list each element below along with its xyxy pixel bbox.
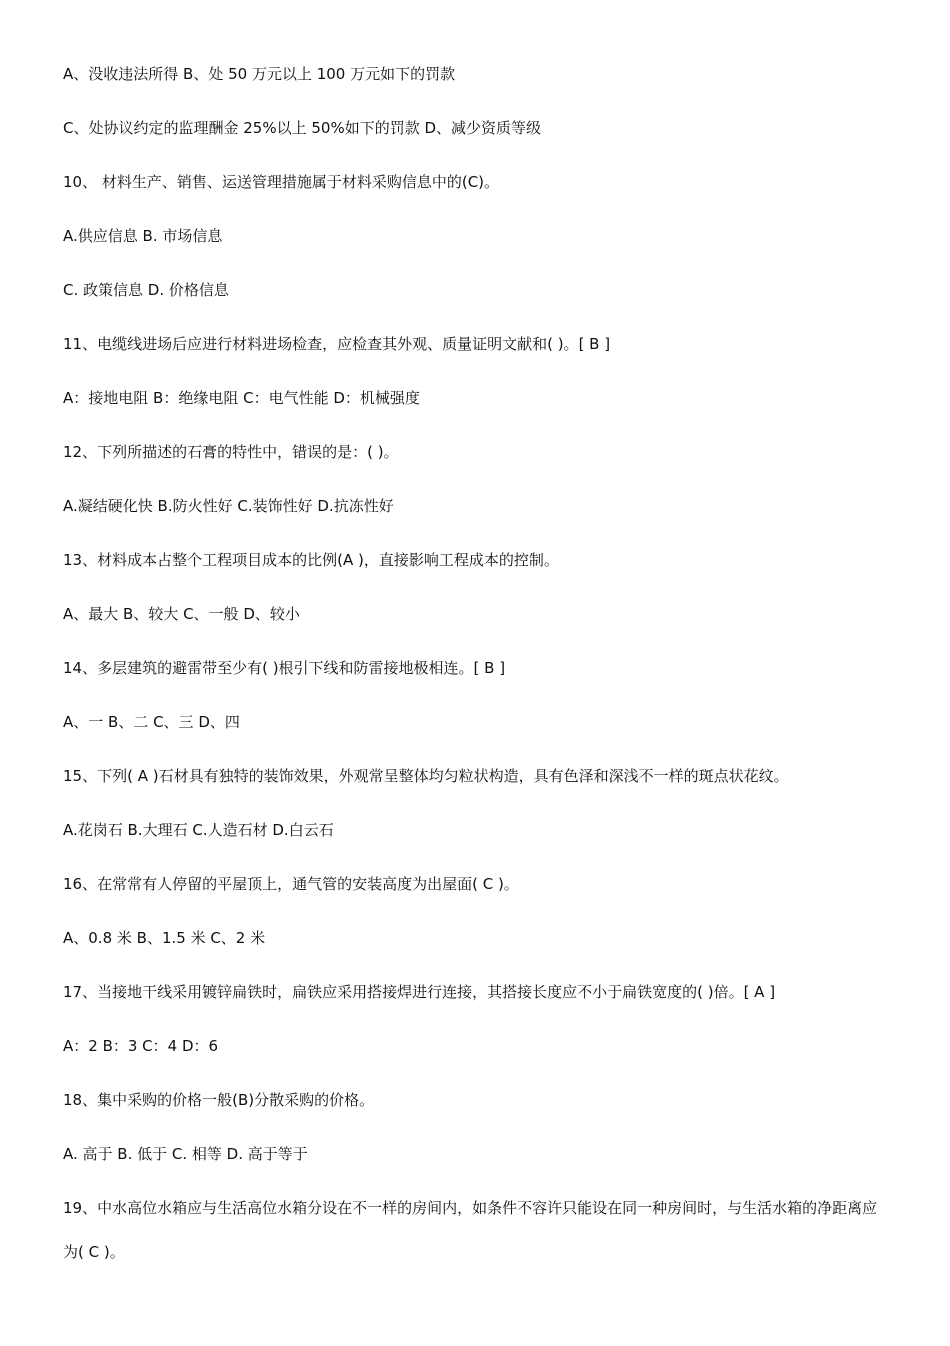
option-line-q10-ab: A.供应信息 B. 市场信息 xyxy=(63,227,223,245)
question-14: 14、多层建筑的避雷带至少有( )根引下线和防雷接地极相连。[ B ] xyxy=(63,659,506,677)
question-13: 13、材料成本占整个工程项目成本的比例(A )，直接影响工程成本的控制。 xyxy=(63,551,559,569)
option-line-q12: A.凝结硬化快 B.防火性好 C.装饰性好 D.抗冻性好 xyxy=(63,497,394,515)
option-line-q17: A：2 B：3 C：4 D：6 xyxy=(63,1037,219,1055)
question-15: 15、下列( A )石材具有独特的装饰效果，外观常呈整体均匀粒状构造，具有色泽和深浅不一样的斑点状花纹。 xyxy=(63,767,789,785)
question-10: 10、 材料生产、销售、运送管理措施属于材料采购信息中的(C)。 xyxy=(63,173,500,191)
question-19: 19、中水高位水箱应与生活高位水箱分设在不一样的房间内，如条件不容许只能设在同一种房间时，与生活水箱的净距离应为( C )。 xyxy=(63,1199,878,1261)
option-line-q13: A、最大 B、较大 C、一般 D、较小 xyxy=(63,605,300,623)
option-line-q10-cd: C. 政策信息 D. 价格信息 xyxy=(63,281,229,299)
option-line-q14: A、一 B、二 C、三 D、四 xyxy=(63,713,240,731)
question-16: 16、在常常有人停留的平屋顶上，通气管的安装高度为出屋面( C )。 xyxy=(63,875,519,893)
question-11: 11、电缆线进场后应进行材料进场检查，应检查其外观、质量证明文献和( )。[ B ] xyxy=(63,335,611,353)
option-line-q11: A：接地电阻 B：绝缘电阻 C：电气性能 D：机械强度 xyxy=(63,389,420,407)
option-line-q18: A. 高于 B. 低于 C. 相等 D. 高于等于 xyxy=(63,1145,308,1163)
question-18: 18、集中采购的价格一般(B)分散采购的价格。 xyxy=(63,1091,375,1109)
option-line-q15: A.花岗石 B.大理石 C.人造石材 D.白云石 xyxy=(63,821,334,839)
question-17: 17、当接地干线采用镀锌扁铁时，扁铁应采用搭接焊进行连接，其搭接长度应不小于扁铁宽度的( )倍。[ A ] xyxy=(63,983,776,1001)
option-line-q9-cd: C、处协议约定的监理酬金 25%以上 50%如下的罚款 D、减少资质等级 xyxy=(63,119,542,137)
option-line-q16: A、0.8 米 B、1.5 米 C、2 米 xyxy=(63,929,266,947)
question-12: 12、下列所描述的石膏的特性中，错误的是：( )。 xyxy=(63,443,399,461)
option-line-q9-ab: A、没收违法所得 B、处 50 万元以上 100 万元如下的罚款 xyxy=(63,65,456,83)
